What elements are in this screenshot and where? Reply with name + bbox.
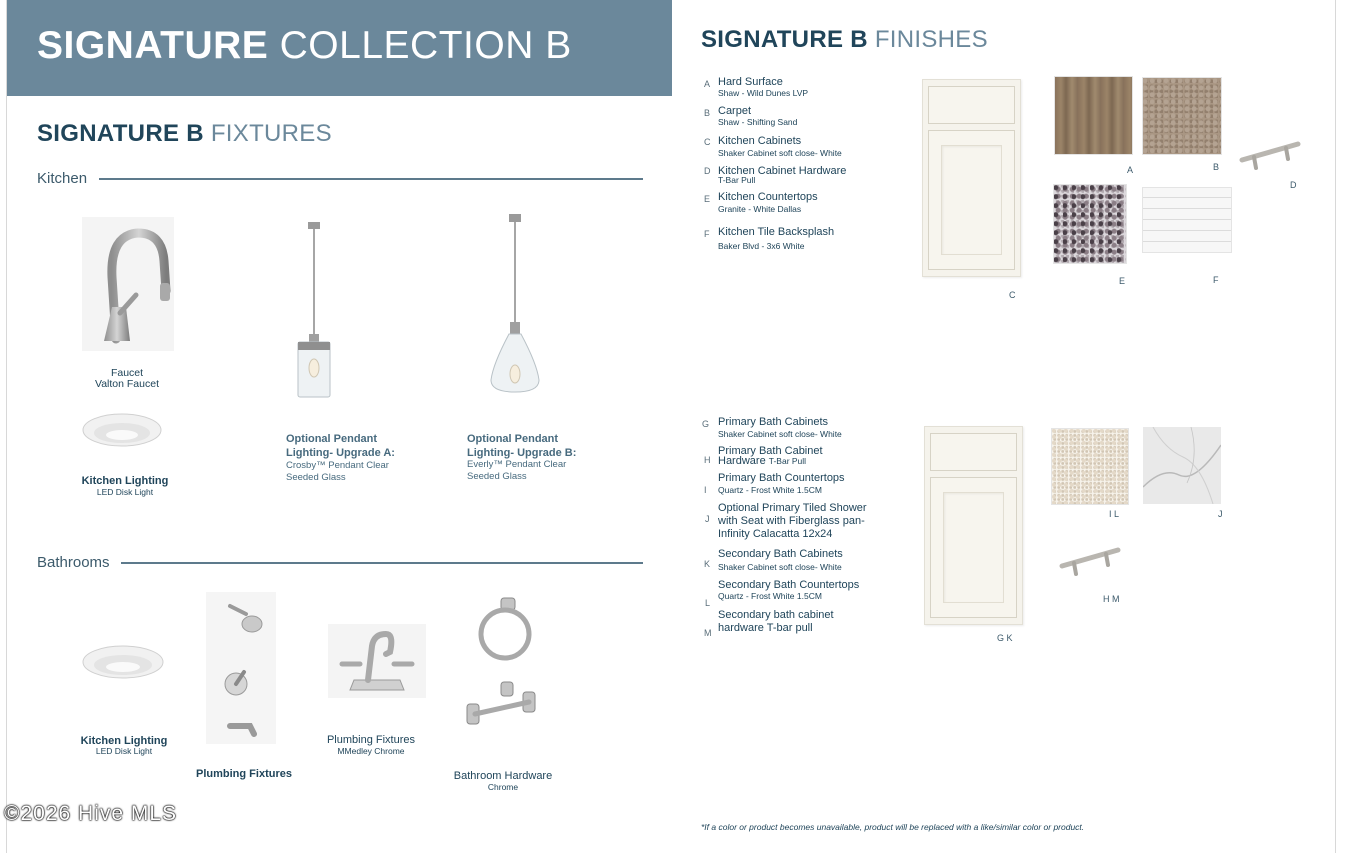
bath-finish-title: Secondary Bath Cabinets (718, 548, 843, 560)
swatch-label-j: J (1218, 509, 1223, 519)
bath-finish-letter: M (704, 628, 712, 638)
swatch-label-a: A (1127, 165, 1134, 175)
bath-finish-subtitle: Quartz - Frost White 1.5CM (718, 591, 822, 601)
pendant-b-title-1: Optional Pendant (467, 433, 559, 445)
bath-hardware-subtitle: Chrome (487, 782, 519, 792)
pendant-b-sub-2: Seeded Glass (467, 471, 527, 482)
fixtures-heading-bold: SIGNATURE B (37, 120, 204, 147)
bath-hardware-image (465, 596, 541, 738)
bath-finish-letter: K (704, 559, 711, 569)
kitchen-finish-subtitle: T-Bar Pull (718, 175, 756, 185)
kitchen-finish-title: Kitchen Tile Backsplash (718, 226, 835, 238)
faucet-image (82, 217, 174, 351)
mls-watermark: ©2026 Hive MLS (4, 802, 178, 825)
finishes-heading-light: FINISHES (874, 26, 988, 53)
bath-finish-letter: L (705, 598, 711, 608)
kitchen-lighting-subtitle: LED Disk Light (96, 487, 154, 497)
bath-faucet-image (328, 624, 426, 698)
page-edge-right (1335, 0, 1336, 853)
bath-finish-line: Secondary bath cabinet (718, 609, 834, 621)
kitchen-finish-title: Kitchen Countertops (718, 191, 818, 203)
faucet-subtitle: Valton Faucet (94, 378, 159, 390)
bath-finish-subtitle: Quartz - Frost White 1.5CM (718, 485, 822, 495)
kitchen-disk-light-image (82, 408, 162, 452)
kitchen-section-label: Kitchen (37, 170, 88, 187)
kitchen-cabinet-swatch (922, 79, 1021, 277)
faucet-title: Faucet (110, 367, 144, 379)
bath-faucet-title: Plumbing Fixtures (326, 734, 416, 746)
swatch-label-hm: H M (1103, 594, 1120, 604)
swatch-label-il: I L (1109, 509, 1120, 519)
kitchen-finish-subtitle: Shaker Cabinet soft close- White (718, 148, 842, 158)
swatch-label-b: B (1213, 162, 1220, 172)
kitchen-finish-letter: D (704, 166, 711, 176)
bath-finish-title: Primary Bath Cabinet (718, 445, 823, 457)
kitchen-finish-letter: F (704, 229, 710, 239)
bath-finish-letter: G (702, 419, 710, 429)
collection-title-bold: SIGNATURE (37, 24, 269, 67)
kitchen-finish-letter: C (704, 137, 711, 147)
countertop-swatch (1053, 184, 1127, 264)
swatch-label-c: C (1009, 290, 1016, 300)
bath-cabinet-swatch (924, 426, 1023, 625)
kitchen-finish-title: Carpet (718, 105, 752, 117)
swatch-label-d: D (1290, 180, 1297, 190)
shower-fixtures-image (206, 592, 276, 744)
bath-finish-subtitle: Shaker Cabinet soft close- White (718, 429, 842, 439)
fixtures-heading-light: FIXTURES (210, 120, 332, 147)
bath-finish-letter: I (704, 485, 707, 495)
finishes-heading-bold: SIGNATURE B (701, 26, 868, 53)
kitchen-finish-title: Kitchen Cabinets (718, 135, 802, 147)
bath-finish-letter: H (704, 455, 711, 465)
pendant-a-sub-1: Crosby™ Pendant Clear (286, 460, 389, 471)
bath-finish-subtitle: T-Bar Pull (768, 456, 807, 466)
kitchen-finish-title: Kitchen Cabinet Hardware (718, 165, 847, 177)
bath-finish-title-part: Hardware (718, 455, 766, 467)
bath-pull-swatch (1058, 544, 1122, 578)
bath-finish-subtitle: Shaker Cabinet soft close- White (718, 562, 842, 572)
kitchen-finish-letter: A (704, 79, 711, 89)
kitchen-finish-subtitle: Shaw - Wild Dunes LVP (718, 88, 809, 98)
kitchen-finish-subtitle: Baker Blvd - 3x6 White (718, 241, 805, 251)
pendant-a-sub-2: Seeded Glass (286, 472, 346, 483)
bath-finish-title: Primary Bath Cabinets (718, 416, 829, 428)
bath-finish-title: Primary Bath Countertops (718, 472, 845, 484)
pendant-b-image (489, 214, 541, 394)
finishes-heading (701, 26, 988, 54)
pendant-b-title-2: Lighting- Upgrade B: (467, 447, 577, 459)
pendant-a-image (294, 222, 334, 400)
bath-hardware-title: Bathroom Hardware (453, 770, 553, 782)
fixtures-heading (37, 120, 332, 148)
bath-finish-line: Infinity Calacatta 12x24 (718, 528, 833, 540)
kitchen-divider (99, 178, 643, 180)
kitchen-finish-letter: B (704, 108, 711, 118)
bath-finish-title-2 (718, 456, 806, 467)
bath-finish-line: Optional Primary Tiled Shower (718, 502, 867, 514)
backsplash-swatch (1142, 187, 1232, 253)
kitchen-finish-title: Hard Surface (718, 76, 783, 88)
kitchen-finish-subtitle: Shaw - Shifting Sand (718, 117, 798, 127)
kitchen-finish-letter: E (704, 194, 711, 204)
bath-disk-light-image (82, 640, 164, 684)
cabinet-pull-swatch (1238, 138, 1302, 172)
collection-title (37, 24, 572, 68)
bath-lighting-title: Kitchen Lighting (80, 735, 168, 747)
bath-finish-letter: J (705, 514, 710, 524)
kitchen-finish-subtitle: Granite - White Dallas (718, 204, 802, 214)
bath-faucet-subtitle: MMedley Chrome (337, 746, 405, 756)
swatch-label-e: E (1119, 276, 1126, 286)
carpet-swatch (1142, 77, 1222, 155)
bath-lighting-subtitle: LED Disk Light (95, 746, 153, 756)
bathrooms-divider (121, 562, 643, 564)
bath-finish-title: Secondary Bath Countertops (718, 579, 860, 591)
pendant-b-sub-1: Everly™ Pendant Clear (467, 459, 567, 470)
kitchen-lighting-title: Kitchen Lighting (81, 475, 169, 487)
collection-title-light: COLLECTION B (279, 24, 572, 67)
pendant-a-title-1: Optional Pendant (286, 433, 378, 445)
bathrooms-section-label: Bathrooms (37, 554, 110, 571)
quartz-swatch (1051, 428, 1129, 505)
bath-finish-line: with Seat with Fiberglass pan- (718, 515, 865, 527)
hard-surface-swatch (1054, 76, 1133, 155)
swatch-label-f: F (1213, 275, 1219, 285)
bath-finish-line: hardware T-bar pull (718, 622, 813, 634)
page-edge-left (6, 0, 7, 853)
marble-tile-swatch (1143, 427, 1221, 504)
finishes-footnote: *If a color or product becomes unavailable, product will be replaced with a like/similar color or product. (701, 822, 1085, 832)
shower-plumbing-title: Plumbing Fixtures (196, 768, 292, 780)
swatch-label-gk: G K (997, 633, 1013, 643)
pendant-a-title-2: Lighting- Upgrade A: (286, 447, 395, 459)
